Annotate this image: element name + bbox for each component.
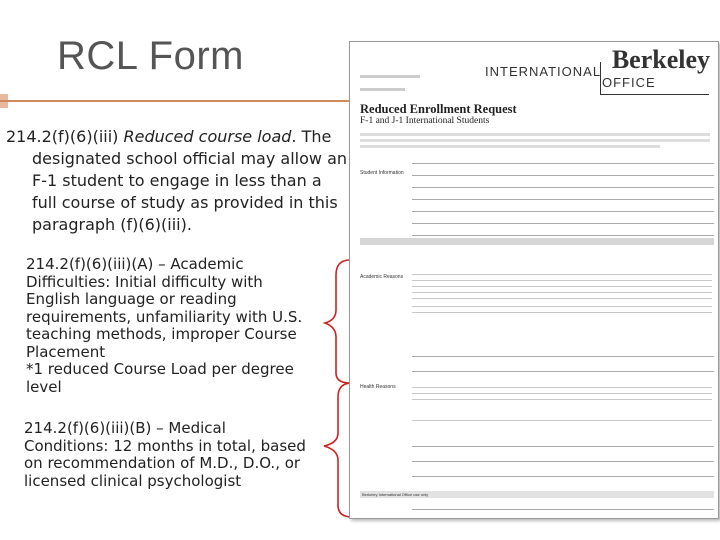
rcl-form-thumbnail xyxy=(349,41,719,519)
academic-difficulties-paragraph xyxy=(26,256,306,396)
berkeley-logo: Berkeley xyxy=(611,45,710,74)
reg-italic: Reduced course load xyxy=(123,127,292,146)
section-student-info: Student Information xyxy=(360,170,404,176)
slide-title: RCL Form xyxy=(57,34,244,78)
academic-note: *1 reduced Course Load per degree level xyxy=(26,360,294,396)
form-subheading: F-1 and J-1 International Students xyxy=(360,116,490,126)
section-health-reasons: Health Reasons xyxy=(360,384,396,390)
section-academic-reasons: Academic Reasons xyxy=(360,274,404,280)
title-underline xyxy=(0,100,350,102)
logo-international: INTERNATIONAL xyxy=(485,64,602,79)
reg-lead: 214.2(f)(6)(iii) xyxy=(6,127,124,146)
logo-office: OFFICE xyxy=(602,75,656,90)
medical-conditions-paragraph: 214.2(f)(6)(iii)(B) – Medical Conditions: 12 months in total, based on recommendation of M.D., D.O., or licensed clinical psychologist xyxy=(24,419,306,490)
reg-tail: . The xyxy=(291,127,332,146)
form-heading: Reduced Enrollment Request xyxy=(360,102,517,116)
admin-bar-label: Berkeley International Office use only xyxy=(362,492,429,497)
reg-rest: designated school official may allow an F-1 student to engage in less than a full course of study as provided in this paragraph (f)(6)(iii). xyxy=(32,149,348,234)
regulation-paragraph xyxy=(6,126,351,236)
academic-text: 214.2(f)(6)(iii)(A) – Academic Difficulties: Initial difficulty with English language or reading requirements, unfamiliarity with U.S. teaching methods, improper Course Placement xyxy=(26,255,303,361)
